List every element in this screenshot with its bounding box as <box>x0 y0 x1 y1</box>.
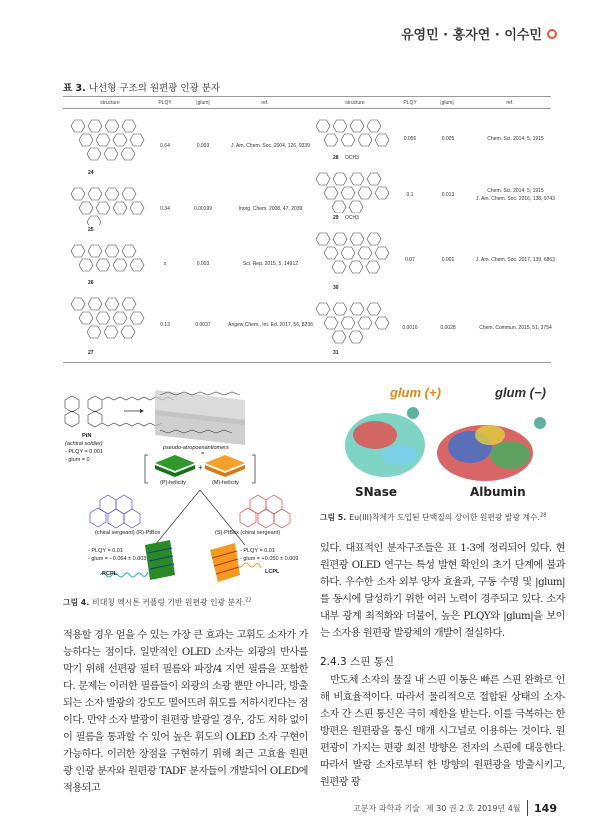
compound-number: 24 <box>88 170 94 176</box>
col-glum: |glum| <box>196 100 210 106</box>
compound-number: 29 <box>333 215 339 221</box>
glum-value: 0.001 <box>441 257 455 263</box>
reference <box>218 205 323 213</box>
reference <box>218 321 323 329</box>
right-body-text <box>320 540 565 642</box>
col-structure: structure <box>100 100 120 106</box>
pin-label: PtN <box>82 433 92 439</box>
ref-number: 22 <box>245 597 252 604</box>
ref-text: J. Am. Chem. Soc. 2017, 139, 6863 <box>476 257 555 263</box>
methoxy-substituent: OCH3 <box>345 155 359 161</box>
plqy-value: x <box>163 260 167 267</box>
paragraph: 있다. 대표적인 분자구조들은 표 1-3에 정리되어 있다. 현 원편광 OLED 연구는 특성 발현 확인의 초기 단계에 불과하다. 우수한 소자 외부 양자 효율과, 구동 수명 및 |glum|를 동시에 달성하기 위한 여러 노력이 경주되고 있다. 소자 내부 광계 최적화와 더불어, 높은 PLQY와 |glum|을 보이는 소자용 원편광 발광체의 개발이 절실하다. <box>320 543 565 639</box>
compound-number: 30 <box>333 285 339 291</box>
right-column <box>320 540 565 791</box>
caption-text: Eu(III)착체가 도입된 단백질의 상이한 원편광 발광 계수. <box>349 513 541 522</box>
journal-name: 고분자 과학과 기술 <box>352 803 420 813</box>
plqy-value: 0.056 <box>403 135 417 142</box>
col-plqy: PLQY <box>403 100 417 106</box>
divider <box>527 800 529 816</box>
glum-value: 0.0037 <box>195 322 211 328</box>
glum-value: 0.0028 <box>440 324 456 331</box>
page-footer <box>353 800 557 816</box>
plqy-value: 0.13 <box>160 322 170 328</box>
pseudo-label: pseudo-atropoenantiomers <box>163 445 229 451</box>
rcpl-label: RCPL <box>102 571 117 577</box>
s-plqy: - PLQY = 0.01 <box>240 548 275 554</box>
ref-text: J. Am. Chem. Soc. 2016, 138, 9743 <box>476 196 555 202</box>
glum-value: 0.003 <box>196 260 210 267</box>
p-helicity-label: (P)-helicity <box>160 480 186 486</box>
figure-4 <box>60 385 320 585</box>
reference <box>463 256 568 264</box>
circle-icon <box>547 29 557 39</box>
pin-role: (achiral soldier) <box>65 441 103 447</box>
compound-number: 28 <box>333 155 339 161</box>
col-ref: ref. <box>261 100 269 106</box>
compound-number: 27 <box>88 350 94 356</box>
molecule-structure <box>68 241 148 282</box>
figure-label: 그림 4. <box>63 598 90 607</box>
molecule-structure <box>313 299 393 352</box>
molecule-structure <box>313 116 393 157</box>
figure-5 <box>325 385 560 503</box>
issue-info: 제 30 권 2 호 2019년 4월 <box>425 803 521 813</box>
glum-plus-label: glum (+) <box>390 385 441 400</box>
plqy-value: 0.34 <box>160 205 170 212</box>
running-header-authors <box>401 24 557 43</box>
s-ptbox-label: (S)-PtBox (chiral sergeant) <box>215 530 281 536</box>
plqy-value: 0.07 <box>405 257 415 263</box>
authors: 유영민 · 홍자연 · 이수민 <box>400 28 542 43</box>
glum-value: 0.00199 <box>193 205 213 212</box>
figure-4-caption <box>63 597 251 608</box>
table-header-rule <box>63 108 551 109</box>
reference <box>463 187 568 203</box>
reference <box>463 135 568 143</box>
reference <box>463 324 568 332</box>
plqy-value: 0.64 <box>160 143 170 149</box>
ref-text: Chem. Sci. 2014, 5, 1915 <box>487 135 544 142</box>
page-number: 149 <box>534 801 557 815</box>
ref-number: 28 <box>540 512 547 519</box>
col-structure: structure <box>345 100 365 106</box>
table-caption: 나선형 구조의 원편광 인광 분자 <box>88 83 221 94</box>
paragraph: 적용할 경우 얻을 수 있는 가장 큰 효과는 고휘도 소자가 가능하다는 점이다. 일반적인 OLED 소자는 외광의 반사를 막기 위해 선편광 필터 필름와 파장/4 지연 필름을 포함한다. 문제는 이러한 필름들이 외광의 소광 뿐만 아니라, 방출되는 소자 발광의 강도도 떨어뜨려 휘도를 저하시킨다는 점이다. 만약 소자 발광이 원편광 발광일 경우, 강도 저하 없이 이 필름을 통과할 수 있어 높은 휘도의 OLED 소자 구현이 가능하다. 이러한 장점을 구현하기 위해 최근 고효율 원편광 인광 분자와 원편광 TADF 분자들이 개발되어 OLED에 적용되고 <box>63 630 308 794</box>
table-top-rule <box>63 96 551 97</box>
lcpl-label: LCPL <box>265 569 280 575</box>
equals-sign: = <box>201 451 205 457</box>
ref-text: Sci. Rep. 2015, 5, 14912 <box>242 260 299 267</box>
m-helicity-label: (M)-helicity <box>212 480 239 486</box>
ref-text: Chem. Sci. 2014, 5, 1915 <box>487 188 544 194</box>
glum-value: 0.005 <box>441 135 455 142</box>
pin-plqy: - PLQY = 0.001 <box>65 449 103 455</box>
glum-value: 0.003 <box>196 143 210 149</box>
figure-label: 그림 5. <box>320 513 347 522</box>
figure-4-diagram <box>60 385 320 585</box>
paragraph: 반도체 소자의 물질 내 스핀 이동은 빠른 스핀 완화로 인해 비효율적이다. 따라서 물리적으로 접합된 상태의 소자-소자 간 스핀 통신은 극히 제한을 받는다. 이를 극복하는 한 방편은 원편광을 통신 매개 시그널로 이용하는 것이다. 원편광이 가지는 편광 회전 방향은 전자의 스핀에 대응한다. 따라서 발광 소자로부터 한 방향의 원편광을 방출시키고, 원편광 광 <box>320 675 565 788</box>
section-heading: 2.4.3 스핀 통신 <box>320 656 394 668</box>
ref-text: Inorg. Chem. 2008, 47, 2039 <box>238 205 303 212</box>
r-glum: - glum = −0.064 ± 0.003 <box>88 556 147 562</box>
figure-5-caption <box>320 512 546 523</box>
ref-text: Angew Chem., Int. Ed. 2017, 56, 8236 <box>228 322 313 328</box>
compound-number: 31 <box>333 350 339 356</box>
caption-text: 비대칭 엑시톤 커플링 기반 원편광 인광 분자. <box>92 598 246 607</box>
snase-label: SNase <box>355 485 398 499</box>
plqy-value: 0.1 <box>406 192 414 198</box>
molecule-structure <box>68 116 148 172</box>
section-body <box>320 672 565 791</box>
ref-text: Chem. Commun. 2015, 51, 3754 <box>479 324 552 331</box>
table-bottom-rule <box>63 362 551 363</box>
r-ptbox-label: (chiral sergeant) (R)-PtBox <box>95 530 161 536</box>
table-title <box>63 80 220 94</box>
molecule-structure <box>68 184 148 229</box>
glum-value: 0.013 <box>441 192 455 198</box>
table-label: 표 3. <box>63 83 86 94</box>
pin-glum: - glum = 0 <box>65 457 90 463</box>
compound-number: 26 <box>88 280 94 286</box>
albumin-label: Albumin <box>470 485 526 499</box>
col-ref: ref. <box>506 100 514 106</box>
col-glum: |glum| <box>440 100 454 106</box>
s-glum: - glum = +0.050 ± 0.009 <box>240 556 299 562</box>
molecule-structure <box>313 229 393 287</box>
plqy-value: 0.0016 <box>402 324 418 331</box>
col-plqy: PLQY <box>158 100 172 106</box>
compound-number: 25 <box>88 227 94 233</box>
glum-minus-label: glum (−) <box>495 385 546 400</box>
left-body-text <box>63 627 308 797</box>
molecule-structure <box>68 294 148 352</box>
molecule-structure <box>313 169 393 217</box>
plus-sign: + <box>198 463 203 472</box>
r-plqy: - PLQY = 0.01 <box>88 548 123 554</box>
ref-text: J. Am. Chem. Soc. 2004, 126, 9339 <box>231 143 310 149</box>
methoxy-substituent: OCH3 <box>345 215 359 221</box>
reference <box>218 260 323 268</box>
reference <box>218 142 323 150</box>
